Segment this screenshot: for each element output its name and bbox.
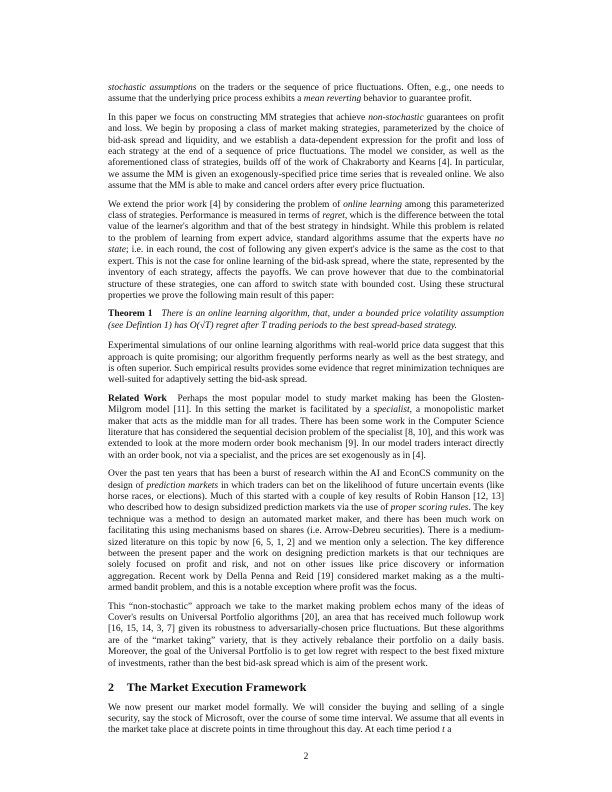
body-paragraphs-4: [108, 703, 504, 737]
text-run: We now present our market model formally. We will consider the buying and selling of a single security, say the stock of Microsoft, over the course of some time interval. We assume that all events in the market take place at discrete points in time throughout this day. At each time period: [108, 702, 504, 736]
text-run: among this parameterized class of strategies. Performance is measured in terms of: [108, 199, 504, 222]
page-number: 2: [303, 752, 309, 762]
emphasis-text: no state: [108, 233, 504, 256]
related-work-heading: Related Work: [108, 393, 167, 404]
text-run: Over the past ten years that has been a burst of research within the AI and EconCS community on the design of: [108, 469, 504, 491]
text-run: in which traders can bet on the likelihood of future uncertain events (like horse races, or elections). Much of this started with a couple of key results of Robin Hanson [12, 13] who described how to design subsidized prediction markets via the use of: [108, 480, 504, 514]
section-title: The Market Execution Framework: [126, 680, 307, 695]
text-run: , which is the difference between the total value of the learner's algorithm and that of the best strategy in hindsight. While this problem is related to the problem of learning from expert advice, standard algorithms assume that the experts have: [108, 211, 504, 244]
text-run: , a monopolistic market maker that acts as the middle man for all trades. There has been some work in the Computer Science literature that has considered the sequential decision problem of the specialist [8, 10], and this work was extended to look at the more modern order book mechanism [9]. In our model traders interact directly with an order book, not via a specialist, and the prices are set exogenously as in [4].: [108, 405, 505, 461]
paragraph: [108, 200, 504, 303]
emphasis-text: non-stochastic: [368, 112, 424, 123]
related-work-paragraph: [108, 394, 504, 462]
theorem-label: Theorem 1: [108, 309, 153, 320]
emphasis-text: mean reverting: [303, 94, 362, 105]
text-run: behavior to guarantee profit.: [361, 94, 472, 105]
text-run: Experimental simulations of our online learning algorithms with real-world price data suggest that this approach is quite promising; our algorithm frequently performs nearly as well as the best strategy, and is often superior. Such empirical results provides some evidence that regret minimization techniques are well-suited for adaptively setting the bid-ask spread.: [108, 341, 504, 386]
emphasis-text: stochastic assumptions: [108, 83, 197, 93]
text-run: In this paper we focus on constructing MM strategies that achieve: [108, 112, 369, 123]
emphasis-text: T: [261, 320, 267, 331]
emphasis-text: proper scoring rules: [390, 503, 469, 514]
emphasis-text: online learning: [343, 199, 402, 210]
emphasis-text: O(√T): [189, 320, 214, 331]
text-run: This “non-stochastic” approach we take to the market making problem echos many of the ideas of Cover's results on Universal Portfolio algorithms [20], an area that has received much followup work [16, 15, 14, 3, 7] given its robustness to adversarially-chosen price fluctuations. But these algorithms are of the “market taking” variety, that is they actively rebalance their portfolio on a daily basis. Moreover, the goal of the Universal Portfolio is to get low regret with respect to the best fixed mixture of investments, rather than the best bid-ask spread which is aim of the present work.: [108, 601, 504, 669]
paragraph: [108, 341, 504, 387]
body-paragraphs-3: [108, 469, 504, 670]
emphasis-text: regret: [322, 211, 345, 222]
emphasis-text: prediction markets: [146, 480, 219, 491]
body-paragraphs-1: [108, 83, 504, 302]
paragraph: [108, 703, 504, 737]
paper-page: [108, 83, 504, 744]
emphasis-text: regret after: [213, 320, 262, 331]
related-work-text: [108, 394, 504, 461]
emphasis-text: There is an online learning algorithm, that, under a bounded price volatility assumption (see Defintion 1) has: [108, 309, 505, 331]
theorem-1: [108, 309, 504, 332]
text-run: . The key technique was a method to design an automated market maker, and there has been much work on facilitating this using mechanisms based on shares (i.e. Arrow-Debreu securities). There is a medium-sized literature on this topic by now [6, 5, 1, 2] and we mention only a selection. The key difference between the present paper and the work on designing prediction markets is that our techniques are solely focused on profit and risk, and not on other issues like price discovery or information aggregation. Recent work by Della Penna and Reid [19] considered market making as a the multi-armed bandit problem, and this is a notable exception where profit was the focus.: [108, 503, 504, 594]
section-number: 2: [108, 680, 114, 695]
emphasis-text: specialist: [373, 405, 410, 416]
text-run: a: [444, 725, 452, 736]
text-run: Perhaps the most popular model to study market making has been the Glosten-Milgrom model [11]. In this setting the market is facilitated by a: [108, 393, 504, 416]
theorem-statement: [108, 309, 504, 330]
text-run: on the traders or the sequence of price fluctuations. Often, e.g., one needs to assume that the underlying price process exhibits a: [108, 83, 504, 105]
text-run: guarantees on profit and loss. We begin by proposing a class of market making strategies, parameterized by the choice of bid-ask spread and liquidity, and we establish a data-dependent expression for the profit and loss of each strategy at the end of a sequence of price fluctuations. The model we consider, as well as the aforementioned class of strategies, builds off of the work of Chakraborty and Kearns [4]. In particular, we assume the MM is given an exogenously-specified price time series that is revealed online. We also assume that the MM is able to make and cancel orders after every price fluctuation.: [108, 112, 504, 192]
paragraph: [108, 469, 504, 594]
text-run: We extend the prior work [4] by considering the problem of: [108, 199, 344, 210]
paragraph: [108, 602, 504, 670]
emphasis-text: trading periods to the best spread-based strategy.: [266, 320, 457, 331]
text-run: ; i.e. in each round, the cost of following any given expert's advice is the same as the cost to that expert. This is not the case for online learning of the bid-ask spread, where the state, represented by the inventory of each strategy, affects the payoffs. We can prove however that due to the combinatorial structure of these strategies, one can afford to switch state with bounded cost. Using these structural properties we prove the following main result of this paper:: [108, 245, 504, 301]
section-heading: [108, 682, 504, 693]
paragraph: [108, 113, 504, 193]
paragraph: [108, 83, 504, 106]
emphasis-text: t: [442, 725, 445, 736]
body-paragraphs-2: [108, 341, 504, 387]
